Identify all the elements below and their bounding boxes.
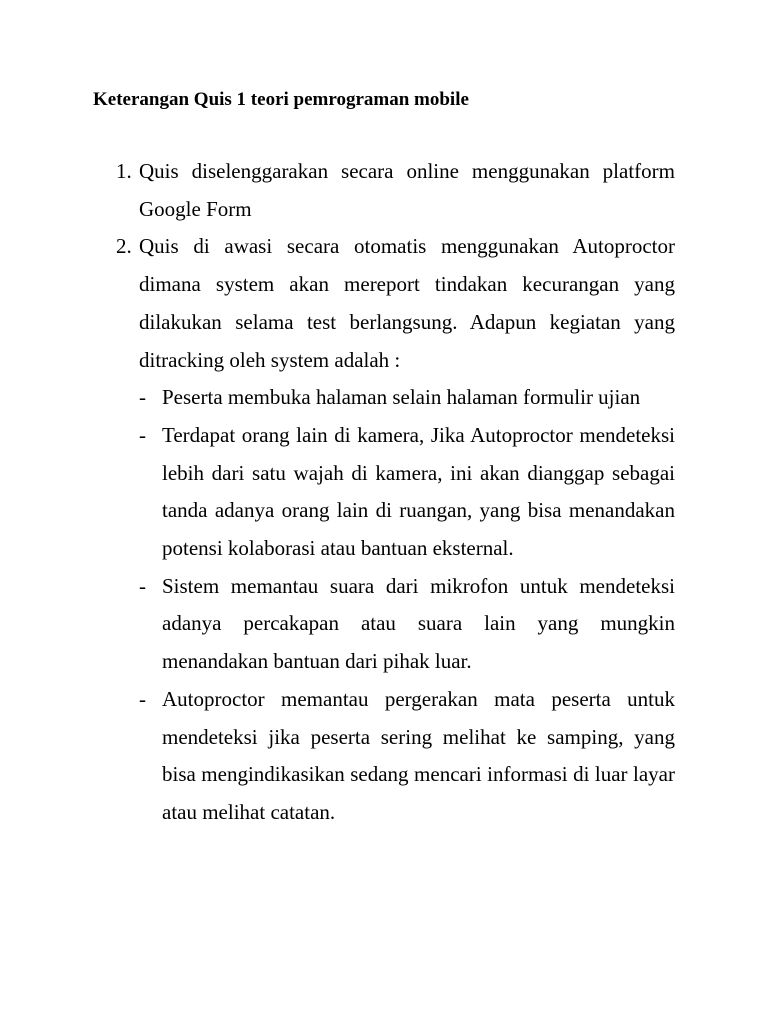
bullet-list bbox=[139, 379, 675, 831]
sub-item-text: Terdapat orang lain di kamera, Jika Autoproctor mendeteksi lebih dari satu wajah di kamera, ini akan dianggap sebagai tanda adanya orang lain di ruangan, yang bisa menandakan potensi kolaborasi atau bantuan eksternal. bbox=[162, 422, 675, 561]
sub-item-3 bbox=[139, 568, 675, 681]
numbered-list bbox=[116, 153, 675, 832]
list-item-text: Quis diselenggarakan secara online menggunakan platform Google Form bbox=[139, 159, 675, 221]
dash-marker: - bbox=[139, 573, 146, 598]
list-item-number: 1. bbox=[116, 159, 132, 183]
list-item-1 bbox=[116, 153, 675, 228]
list-item-text: Quis di awasi secara otomatis menggunakan Autoproctor dimana system akan mereport tindakan kecurangan yang dilakukan selama test berlangsung. Adapun kegiatan yang ditracking oleh system adalah : bbox=[139, 234, 675, 372]
document-title: Keterangan Quis 1 teori pemrograman mobile bbox=[93, 89, 469, 110]
list-item-2 bbox=[116, 228, 675, 831]
document-body bbox=[116, 153, 675, 832]
sub-item-text: Peserta membuka halaman selain halaman formulir ujian bbox=[162, 385, 641, 410]
sub-item-4 bbox=[139, 681, 675, 832]
sub-item-text: Sistem memantau suara dari mikrofon untuk mendeteksi adanya percakapan atau suara lain yang mungkin menandakan bantuan dari pihak luar. bbox=[162, 573, 675, 674]
list-item-number: 2. bbox=[116, 234, 132, 259]
sub-item-2 bbox=[139, 417, 675, 568]
sub-item-1 bbox=[139, 379, 675, 417]
dash-marker: - bbox=[139, 385, 146, 410]
dash-marker: - bbox=[139, 686, 146, 711]
dash-marker: - bbox=[139, 422, 146, 447]
sub-item-text: Autoproctor memantau pergerakan mata peserta untuk mendeteksi jika peserta sering melihat ke samping, yang bisa mengindikasikan sedang mencari informasi di luar layar atau melihat catatan. bbox=[162, 686, 675, 824]
